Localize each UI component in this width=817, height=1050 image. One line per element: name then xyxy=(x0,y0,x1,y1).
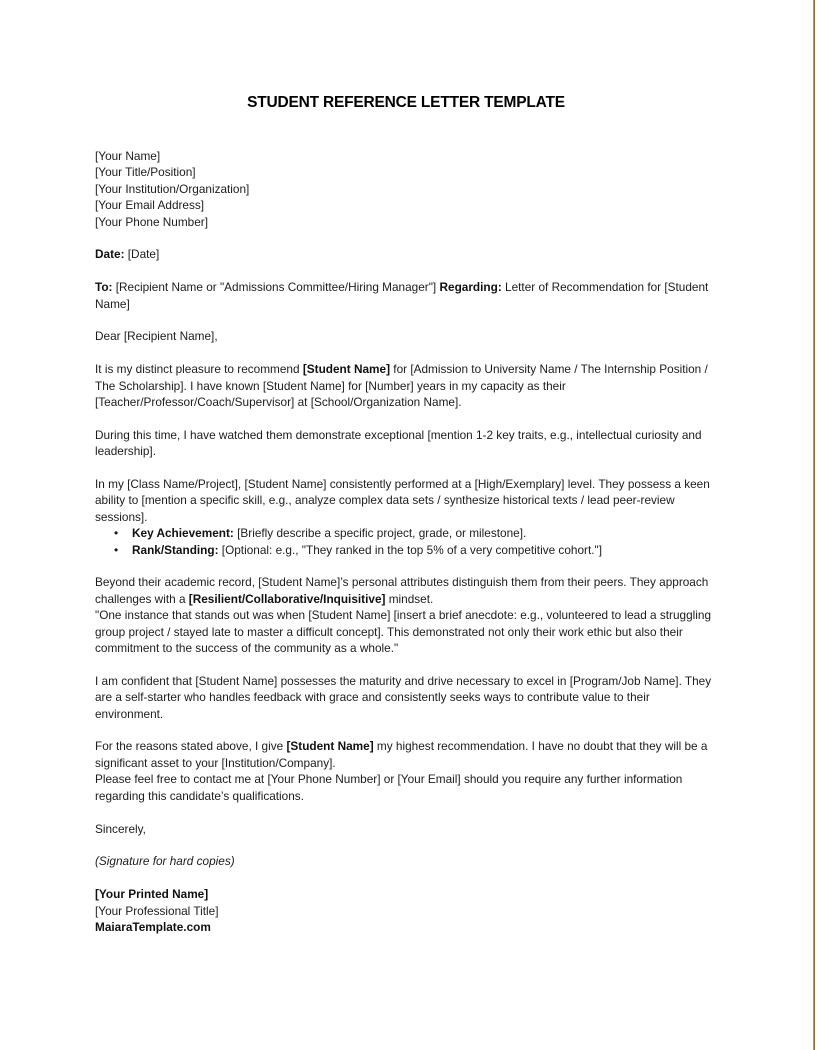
page-title: STUDENT REFERENCE LETTER TEMPLATE xyxy=(247,94,565,111)
professional-title: [Your Professional Title] xyxy=(95,903,219,918)
website-text: MaiaraTemplate.com xyxy=(95,919,211,934)
sender-organization: [Your Institution/Organization] xyxy=(95,181,250,196)
website xyxy=(95,919,717,935)
to-value: [Recipient Name or "Admissions Committee/Hiring Manager"] xyxy=(112,280,440,295)
paragraph-recommendation xyxy=(95,738,717,804)
to-regarding-line xyxy=(95,279,717,312)
bullet-text: [Briefly describe a specific project, grade, or milestone]. xyxy=(233,526,527,541)
paragraph-personal-attributes xyxy=(95,574,717,656)
text-run: for [Admission to University Name / The Internship Position / The Scholarship]. I have known [Student Name] for [Number] years in my capacity as their [Teacher/Professor/Coach/Supervisor] at [School/Organization Name]. xyxy=(95,362,708,410)
paragraph-performance: In my [Class Name/Project], [Student Name] consistently performed at a [High/Exemplary] level. They possess a keen ability to [mention a specific skill, e.g., analyze complex data sets / synthesize historical texts / lead peer-review sessions]. xyxy=(95,477,710,524)
closing-sincerely: Sincerely, xyxy=(95,821,146,836)
letter-page xyxy=(95,0,717,935)
sender-phone: [Your Phone Number] xyxy=(95,214,209,229)
regarding-value: Letter of Recommendation for [Student Name] xyxy=(95,280,709,311)
text-run: It is my distinct pleasure to recommend xyxy=(95,362,303,377)
mindset-bold: [Resilient/Collaborative/Inquisitive] xyxy=(188,591,386,606)
bullet-text: [Optional: e.g., "They ranked in the top 5% of a very competitive cohort."] xyxy=(218,542,602,557)
student-name-bold: [Student Name] xyxy=(302,362,391,377)
date-line xyxy=(95,246,717,262)
to-label: To: xyxy=(95,280,113,295)
sender-title-position: [Your Title/Position] xyxy=(95,165,196,180)
anecdote-text: "One instance that stands out was when [Student Name] [insert a brief anecdote: e.g., volunteered to lead a struggling group project / stayed late to master a difficult concept]. This demonstrated not only their work ethic but also their commitment to the success of the community as a whole." xyxy=(95,608,712,656)
date-label: Date: xyxy=(95,247,125,262)
date-value: [Date] xyxy=(124,247,160,262)
salutation: Dear [Recipient Name], xyxy=(95,329,218,344)
printed-name-text: [Your Printed Name] xyxy=(95,887,209,902)
paragraph-confidence: I am confident that [Student Name] possesses the maturity and drive necessary to excel in [Program/Job Name]. They are a self-starter who handles feedback with grace and consistently seeks ways to contribute value to their environment. xyxy=(95,673,712,721)
bullet-label: Key Achievement: xyxy=(132,526,234,541)
text-run: mindset. xyxy=(385,591,434,606)
regarding-label: Regarding: xyxy=(439,280,502,295)
contact-text: Please feel free to contact me at [Your Phone Number] or [Your Email] should you require any further information regarding this candidate’s qualifications. xyxy=(95,772,683,803)
signature-note: (Signature for hard copies) xyxy=(95,854,235,869)
text-run: my highest recommendation. I have no doubt that they will be a significant asset to your [Institution/Company]. xyxy=(95,739,708,770)
list-item-rank-standing xyxy=(95,542,717,558)
sender-block xyxy=(95,148,717,230)
printed-name xyxy=(95,886,717,902)
bullet-label: Rank/Standing: xyxy=(132,542,219,557)
student-name-bold: [Student Name] xyxy=(286,739,374,754)
sender-name: [Your Name] xyxy=(95,149,161,163)
sender-email: [Your Email Address] xyxy=(95,198,205,213)
list-item-key-achievement xyxy=(95,525,717,541)
text-run: For the reasons stated above, I give xyxy=(95,739,287,754)
achievement-list xyxy=(95,525,717,558)
page-edge-line xyxy=(813,0,815,1050)
paragraph-introduction xyxy=(95,361,717,410)
text-run: Beyond their academic record, [Student Name]’s personal attributes distinguish them from their peers. They approach challenges with a xyxy=(95,575,709,606)
paragraph-traits: During this time, I have watched them demonstrate exceptional [mention 1-2 key traits, e.g., intellectual curiosity and leadership]. xyxy=(95,427,702,459)
